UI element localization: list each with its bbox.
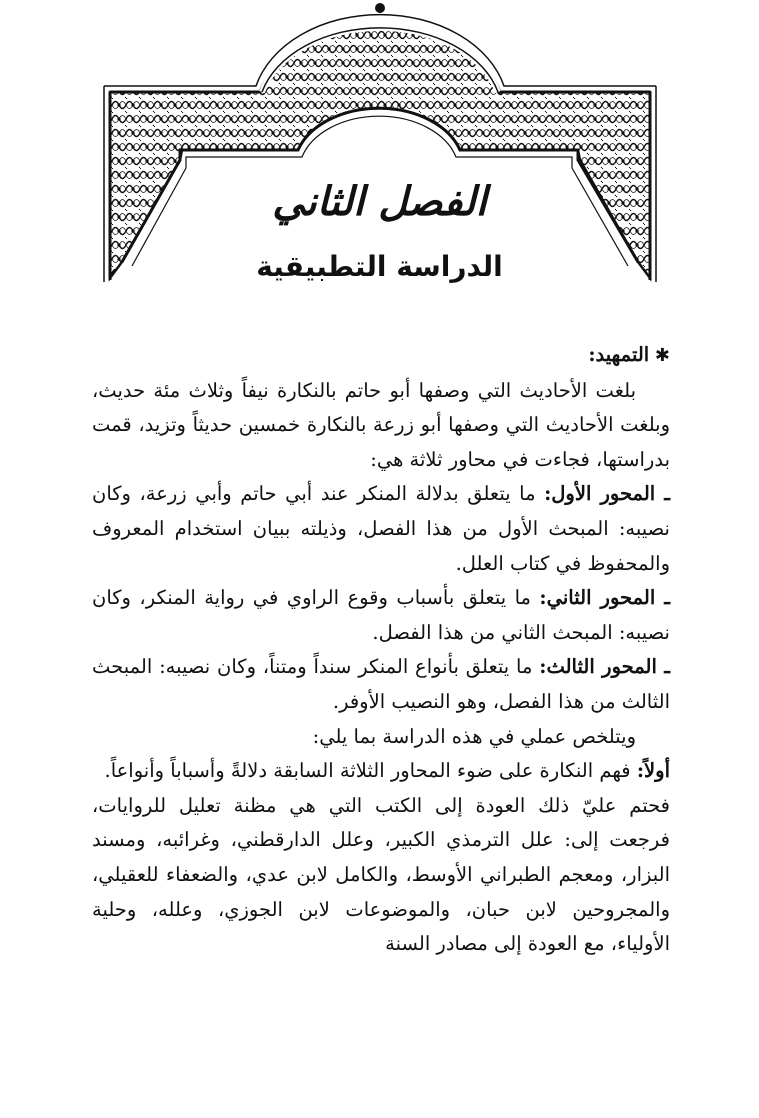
body-text [92, 338, 670, 962]
summary-intro: ويتلخص عملي في هذه الدراسة بما يلي: [312, 724, 636, 748]
axis-paragraph: ـ المحور الثاني: ما يتعلق بأسباب وقوع الراوي في رواية المنكر، وكان نصيبه: المبحث الثاني من هذا الفصل. [92, 586, 670, 644]
axis-label: ـ المحور الثاني: [539, 586, 670, 610]
intro-paragraph: بلغت الأحاديث التي وصفها أبو حاتم بالنكارة نيفاً وثلاث مئة حديث، وبلغت الأحاديث التي وصفها أبو زرعة بالنكارة خمسين حديثاً وتزيد، قمت بدراستها، فجاءت في محاور ثلاثة هي: [92, 378, 670, 471]
chapter-subtitle: الدراسة التطبيقية [256, 250, 503, 283]
axis-paragraph: ـ المحور الثالث: ما يتعلق بأنواع المنكر سنداً ومتناً، وكان نصيبه: المبحث الثالث من هذا الفصل، وهو النصيب الأوفر. [92, 655, 670, 713]
chapter-title: الفصل الثاني [272, 178, 487, 225]
chapter-header [0, 0, 759, 300]
continuation-paragraph: فحتم عليّ ذلك العودة إلى الكتب التي هي مظنة تعليل للروايات، فرجعت إلى: علل الترمذي الكبير، وعلل الدارقطني، وغرائبه، ومسند البزار، ومعجم الطبراني الأوسط، والكامل لابن عدي، والضعفاء للعقيلي، والمجروحين لابن حبان، والموضوعات لابن الجوزي، وعلله، وحلية الأولياء، مع العودة إلى مصادر السنة [92, 793, 670, 956]
axis-label: ـ المحور الأول: [544, 482, 670, 506]
intro-heading: ✱ التمهيد: [588, 343, 670, 366]
asterisk-icon: ✱ [649, 345, 670, 366]
axis-paragraph: ـ المحور الأول: ما يتعلق بدلالة المنكر عند أبي حاتم وأبي زرعة، وكان نصيبه: المبحث الأول من هذا الفصل، وذيلته ببيان استخدام المعروف والمحفوظ في كتاب العلل. [92, 482, 670, 575]
axis-label: ـ المحور الثالث: [539, 655, 670, 679]
first-point: أولاً: فهم النكارة على ضوء المحاور الثلاثة السابقة دلالةً وأسباباً وأنواعاً. [104, 759, 670, 783]
first-point-label: أولاً: [636, 759, 670, 783]
